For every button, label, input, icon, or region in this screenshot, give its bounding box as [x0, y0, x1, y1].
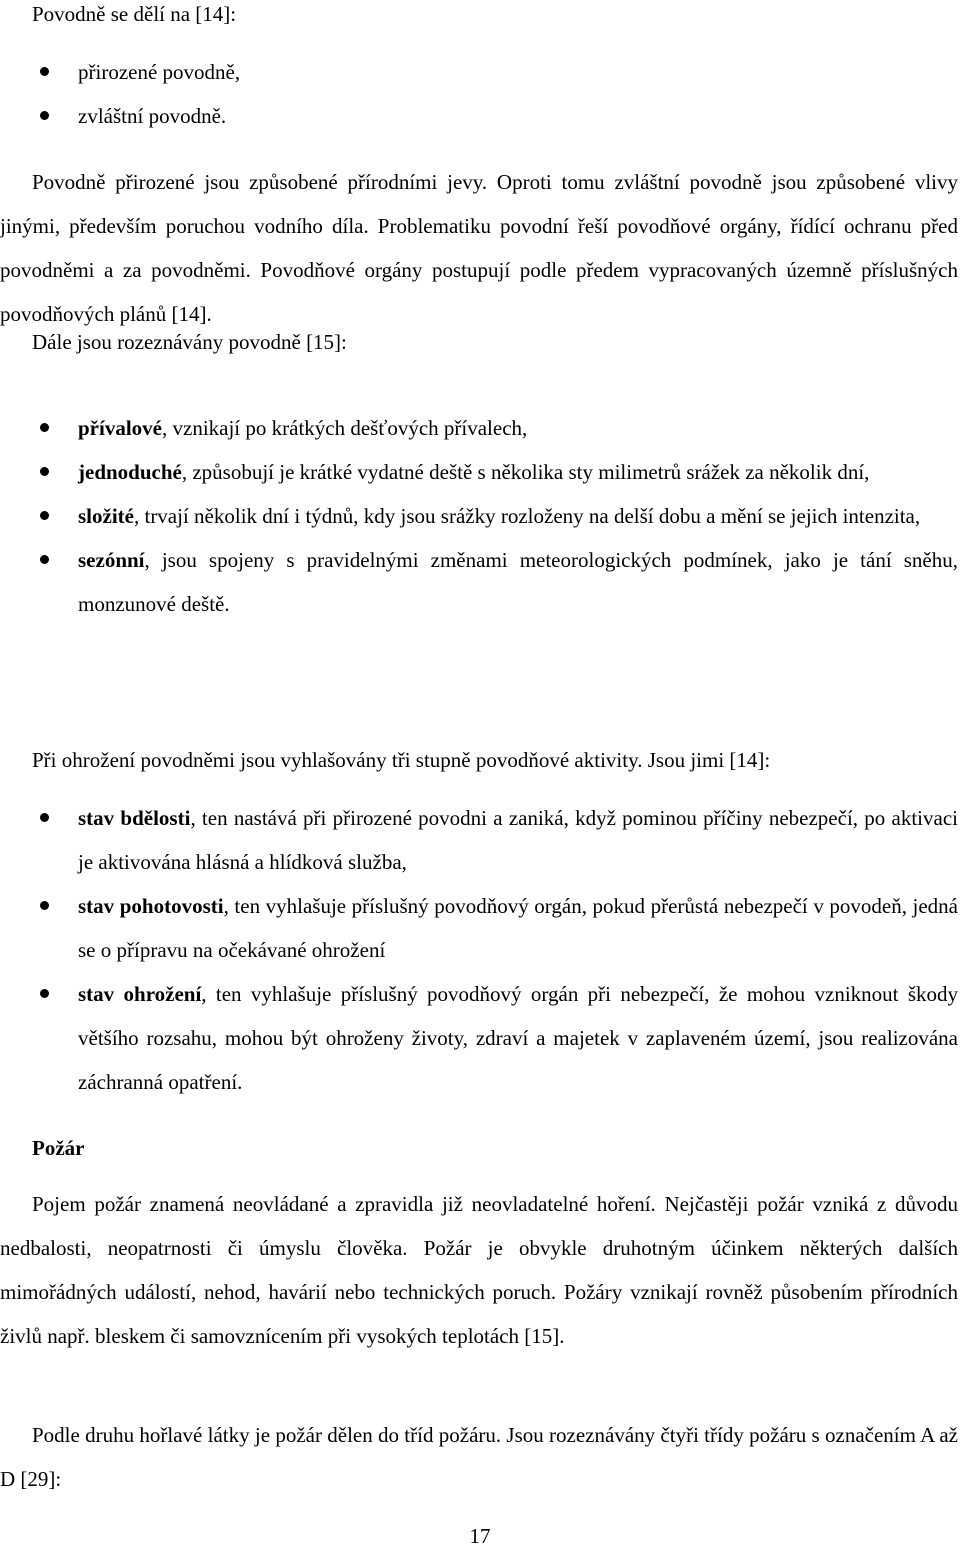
intro-paragraph-3: Při ohrožení povodněmi jsou vyhlašovány tři stupně povodňové aktivity. Jsou jimi [14]: [32, 748, 771, 772]
list-item [0, 494, 958, 538]
list-item-text: , trvají několik dní i týdnů, kdy jsou srážky rozloženy na delší dobu a mění se jejich intenzita, [133, 504, 921, 528]
intro-paragraph-1 [32, 0, 932, 36]
section-heading-fire: Požár [32, 1136, 85, 1160]
intro-paragraph-2: Dále jsou rozeznávány povodně [15]: [32, 330, 347, 354]
list-item [0, 406, 958, 450]
list-item-text: zvláštní povodně. [78, 104, 227, 128]
list-item-text: , jsou spojeny s pravidelnými změnami meteorologických podmínek, jako je tání sněhu, monzunové deště. [78, 548, 958, 616]
list-item [0, 50, 958, 94]
list-item [0, 796, 958, 884]
term-prefix: stav [78, 894, 120, 918]
term: pohotovosti [119, 894, 224, 918]
bullet-icon [40, 467, 49, 476]
bullet-icon [40, 111, 49, 120]
term: bdělosti [120, 806, 191, 830]
term-prefix: stav [78, 982, 124, 1006]
bullet-icon [40, 555, 49, 564]
list-item-text: , ten vyhlašuje příslušný povodňový orgán, pokud přerůstá nebezpečí v povodeň, jedná se o přípravu na očekávané ohrožení [78, 894, 958, 962]
flood-kinds-list [0, 406, 958, 626]
term-prefix: stav [78, 806, 121, 830]
list-item [0, 884, 958, 972]
term: složité [78, 504, 134, 528]
term: přívalové [78, 416, 162, 440]
bullet-icon [40, 423, 49, 432]
bullet-icon [40, 67, 49, 76]
list-item-text: , způsobují je krátké vydatné deště s několika sty milimetrů srážek za několik dní, [181, 460, 870, 484]
term: sezónní [78, 548, 145, 572]
list-item-text: přirozené povodně, [78, 60, 241, 84]
flood-types-list [0, 50, 958, 138]
bullet-icon [40, 511, 49, 520]
paragraph-fire: Pojem požár znamená neovládané a zpravidla již neovladatelné hoření. Nejčastěji požár vzniká z důvodu nedbalosti, neopatrnosti či úmyslu člověka. Požár je obvykle druhotným účinkem některých dalších mimořádných událostí, nehod, havárií nebo technických poruch. Požáry vznikají rovněž působením přírodních živlů např. bleskem či samovznícením při vysokých teplotách [15]. [0, 1192, 958, 1348]
paragraph-floods: Povodně přirozené jsou způsobené přírodními jevy. Oproti tomu zvláštní povodně jsou způsobené vlivy jinými, především poruchou vodního díla. Problematiku povodní řeší povodňové orgány, řídící ochranu před povodněmi a za povodněmi. Povodňové orgány postupují podle předem vypracovaných územně příslušných povodňových plánů [14]. [0, 170, 958, 326]
list-item-text: , vznikají po krátkých dešťových přívalech, [162, 416, 528, 440]
paragraph-fire-classes: Podle druhu hořlavé látky je požár dělen do tříd požáru. Jsou rozeznávány čtyři třídy požáru s označením A až D [29]: [0, 1423, 958, 1491]
page-number: 17 [469, 1524, 491, 1548]
bullet-icon [40, 813, 49, 822]
flood-activity-list [0, 796, 958, 1104]
intro-1-text: Povodně se dělí na [14]: [32, 2, 237, 26]
term: ohrožení [123, 982, 202, 1006]
list-item [0, 450, 958, 494]
bullet-icon [40, 901, 49, 910]
bullet-icon [40, 989, 49, 998]
list-item-text: , ten nastává při přirozené povodni a zaniká, když pominou příčiny nebezpečí, po aktivaci je aktivována hlásná a hlídková služba, [78, 806, 958, 874]
list-item-text: , ten vyhlašuje příslušný povodňový orgán při nebezpečí, že mohou vzniknout škody většího rozsahu, mohou být ohroženy životy, zdraví a majetek v zaplaveném území, jsou realizována záchranná opatření. [78, 982, 959, 1094]
term: jednoduché [78, 460, 182, 484]
list-item [0, 94, 958, 138]
list-item [0, 538, 958, 626]
list-item [0, 972, 958, 1104]
